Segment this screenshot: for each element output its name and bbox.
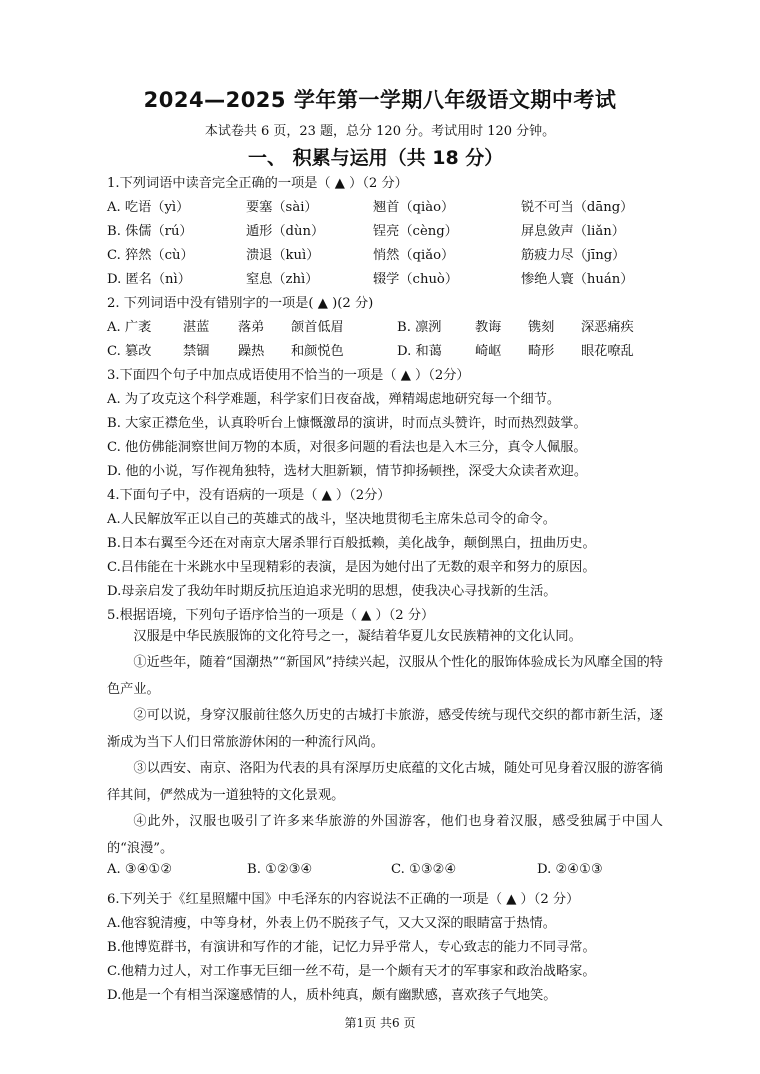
q1-cell: B. 侏儒（rú） — [107, 224, 193, 239]
q6-option: C.他精力过人，对工作事无巨细一丝不苟，是一个颇有天才的军事家和政治战略家。 — [107, 964, 596, 979]
q2-cell: 落弟 — [238, 320, 265, 335]
q1-cell: 溃退（kuì） — [246, 248, 320, 263]
q2-cell: 畸形 — [528, 344, 555, 359]
q2-cell: 眼花嘹乱 — [581, 344, 634, 359]
q1-cell: 辍学（chuò） — [373, 272, 459, 287]
q5-choice: B. ①②③④ — [247, 862, 313, 877]
q2-cell: 躁热 — [238, 344, 265, 359]
q1-cell: 翘首（qiào） — [373, 200, 455, 215]
q1-cell: 惨绝人寰（huán） — [521, 272, 634, 287]
exam-subtitle: 本试卷共 6 页，23 题，总分 120 分。考试用时 120 分钟。 — [204, 124, 556, 139]
section-heading: 一、 积累与运用（共 18 分） — [248, 147, 504, 169]
q2-cell: 湛蓝 — [183, 320, 210, 335]
q4-option: C.吕伟能在十米跳水中呈现精彩的表演，是因为她付出了无数的艰辛和努力的原因。 — [107, 560, 596, 575]
q1-cell: 锐不可当（dāng） — [521, 200, 634, 215]
q5-choice: D. ②④①③ — [537, 862, 603, 877]
q6-option: A.他容貌清瘦，中等身材，外表上仍不脱孩子气，又大又深的眼睛富于热情。 — [107, 916, 556, 931]
q2-cell: 崎岖 — [475, 344, 502, 359]
q1-cell: D. 匿名（nì） — [107, 272, 191, 287]
q5-choice: C. ①③②④ — [391, 862, 457, 877]
q2-cell: C. 篡改 — [107, 344, 152, 359]
q2-cell: D. 和蔼 — [397, 344, 442, 359]
q3-option: A. 为了攻克这个科学难题，科学家们日夜奋战，殚精竭虑地研究每一个细节。 — [107, 392, 561, 407]
q1-cell: 遁形（dùn） — [246, 224, 325, 239]
q2-cell: 禁锢 — [183, 344, 210, 359]
q2-cell: 颌首低眉 — [291, 320, 344, 335]
q4-stem: 4.下面句子中，没有语病的一项是（ ▲ ）（2分） — [107, 488, 391, 503]
q6-option: D.他是一个有相当深邃感情的人，质朴纯真，颇有幽默感，喜欢孩子气地笑。 — [107, 988, 557, 1003]
q3-option: B. 大家正襟危坐，认真聆听台上慷慨激昂的演讲，时而点头赞许，时而热烈鼓掌。 — [107, 416, 587, 431]
q6-option: B.他博览群书，有演讲和写作的才能，记忆力异乎常人，专心致志的能力不同寻常。 — [107, 940, 596, 955]
q1-cell: A. 吃语（yì） — [107, 200, 190, 215]
q3-stem: 3.下面四个句子中加点成语使用不恰当的一项是（ ▲ ）（2分） — [107, 368, 470, 383]
q4-option: A.人民解放军正以自己的英雄式的战斗，坚决地贯彻毛主席朱总司令的命令。 — [107, 512, 556, 527]
q1-cell: 锃亮（cèng） — [373, 224, 458, 239]
q4-option: B.日本右翼至今还在对南京大屠杀罪行百般抵赖，美化战争，颠倒黑白，扭曲历史。 — [107, 536, 596, 551]
q2-cell: A. 广袤 — [107, 320, 152, 335]
q1-cell: 要塞（sài） — [246, 200, 318, 215]
q1-cell: 窒息（zhì） — [246, 272, 319, 287]
q3-option: C. 他仿佛能洞察世间万物的本质，对很多问题的看法也是入木三分，真令人佩服。 — [107, 440, 587, 455]
q5-stem: 5.根据语境，下列句子语序恰当的一项是（ ▲ ）（2 分） — [107, 608, 435, 623]
q5-sentence-4: ④此外，汉服也吸引了许多来华旅游的外国游客，他们也身着汉服，感受独属于中国人的“浪漫”。 — [107, 814, 663, 856]
q5-sentence-2: ②可以说，身穿汉服前往悠久历史的古城打卡旅游，感受传统与现代交织的都市新生活，逐渐成为当下人们日常旅游休闲的一种流行风尚。 — [107, 708, 663, 750]
q5-choice: A. ③④①② — [107, 862, 173, 877]
q2-stem: 2. 下列词语中没有错别字的一项是( ▲ )(2 分) — [107, 296, 374, 311]
exam-title: 2024—2025 学年第一学期八年级语文期中考试 — [143, 88, 617, 112]
q5-sentence-3: ③以西安、南京、洛阳为代表的具有深厚历史底蕴的文化古城，随处可见身着汉服的游客徜徉其间，俨然成为一道独特的文化景观。 — [107, 761, 663, 803]
q2-cell: B. 凛洌 — [397, 320, 442, 335]
q3-option: D. 他的小说，写作视角独特，选材大胆新颖，情节抑扬顿挫，深受大众读者欢迎。 — [107, 464, 588, 479]
q6-stem: 6.下列关于《红星照耀中国》中毛泽东的内容说法不正确的一项是（ ▲ ）（2 分） — [107, 892, 580, 907]
q2-cell: 深恶痛疾 — [581, 320, 634, 335]
q2-cell: 镌刻 — [528, 320, 555, 335]
q1-cell: C. 猝然（cù） — [107, 248, 194, 263]
q2-cell: 教诲 — [475, 320, 502, 335]
q1-cell: 悄然（qiǎo） — [373, 248, 455, 263]
q2-cell: 和颜悦色 — [291, 344, 344, 359]
q5-sentence-1: ①近些年，随着“国潮热”“新国风”持续兴起，汉服从个性化的服饰体验成长为风靡全国的特色产业。 — [107, 655, 663, 697]
q1-cell: 筋疲力尽（jīng） — [521, 248, 626, 263]
q4-option: D.母亲启发了我幼年时期反抗压迫追求光明的思想，使我决心寻找新的生活。 — [107, 584, 557, 599]
q1-stem: 1.下列词语中读音完全正确的一项是（ ▲ ）（2 分） — [107, 176, 408, 191]
page-footer: 第1页 共6 页 — [344, 1016, 416, 1030]
q1-cell: 屏息敛声（liǎn） — [521, 224, 625, 239]
q5-intro: 汉服是中华民族服饰的文化符号之一，凝结着华夏儿女民族精神的文化认同。 — [133, 629, 582, 644]
